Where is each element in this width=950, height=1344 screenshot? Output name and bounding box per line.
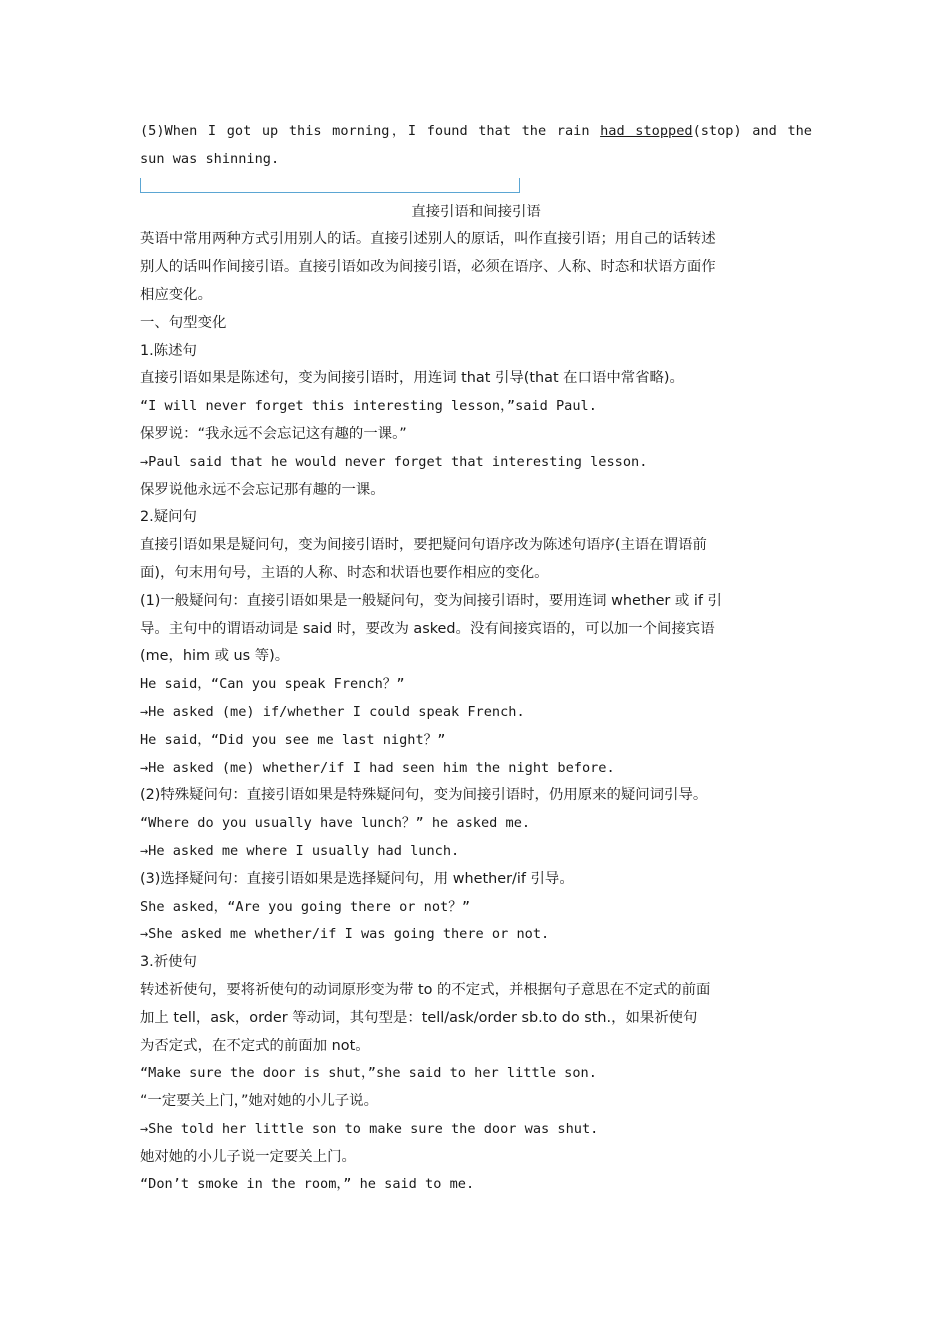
heading-interrogative: 2.疑问句 <box>140 509 197 526</box>
text-line: →He asked me where I usually had lunch. <box>140 842 460 859</box>
intro-line: 相应变化。 <box>140 286 212 303</box>
text-line: 直接引语如果是疑问句，变为间接引语时，要把疑问句语序改为陈述句语序(主语在谓语前 <box>140 537 707 554</box>
text-line: She asked，“Are you going there or not？” <box>140 898 471 915</box>
section-divider-bracket <box>140 178 520 193</box>
heading-imperative: 3.祈使句 <box>140 954 197 971</box>
heading-sentence-changes: 一、句型变化 <box>140 314 227 331</box>
intro-line: 英语中常用两种方式引用别人的话。直接引述别人的原话，叫作直接引语；用自己的话转述 <box>140 231 716 248</box>
declarative-section <box>140 365 812 504</box>
text-line: “Don’t smoke in the room，” he said to me. <box>140 1176 475 1193</box>
text-line: “一定要关上门，”她对她的小儿子说。 <box>140 1093 378 1110</box>
text-line: 为否定式，在不定式的前面加 not。 <box>140 1037 370 1054</box>
exercise-text-after: (stop) and the <box>692 123 812 139</box>
text-line: →She told her little son to make sure the door was shut. <box>140 1120 599 1137</box>
imperative-section <box>140 977 812 1199</box>
text-line: 转述祈使句，要将祈使句的动词原形变为带 to 的不定式，并根据句子意思在不定式的前面 <box>140 981 711 998</box>
exercise-text-before: (5)When I got up this morning，I found that the rain <box>140 123 601 139</box>
exercise-answer: had stopped <box>600 123 693 139</box>
text-line: 加上 tell，ask，order 等动词，其句型是：tell/ask/order sb.to do sth.，如果祈使句 <box>140 1009 698 1026</box>
text-line: (3)选择疑问句：直接引语如果是选择疑问句，用 whether/if 引导。 <box>140 870 574 887</box>
section-title: 直接引语和间接引语 <box>411 203 541 220</box>
text-line: 保罗说：“我永远不会忘记这有趣的一课。” <box>140 425 407 442</box>
intro-paragraph <box>140 226 812 309</box>
heading-declarative: 1.陈述句 <box>140 342 197 359</box>
intro-line: 别人的话叫作间接引语。直接引语如改为间接引语，必须在语序、人称、时态和状语方面作 <box>140 259 716 276</box>
text-line: →She asked me whether/if I was going there or not. <box>140 926 550 943</box>
exercise-line-2: sun was shinning. <box>140 150 280 167</box>
text-line: 保罗说他永远不会忘记那有趣的一课。 <box>140 481 385 498</box>
text-line: 导。主句中的谓语动词是 said 时，要改为 asked。没有间接宾语的，可以加一个间接宾语 <box>140 620 715 637</box>
text-line: (1)一般疑问句：直接引语如果是一般疑问句，变为间接引语时，要用连词 whether 或 if 引 <box>140 592 722 609</box>
text-line: →He asked (me) if/whether I could speak French. <box>140 703 525 720</box>
text-line: 面)，句末用句号，主语的人称、时态和状语也要作相应的变化。 <box>140 564 549 581</box>
text-line: He said，“Did you see me last night？” <box>140 731 446 748</box>
text-line: “Where do you usually have lunch？” he asked me. <box>140 815 531 832</box>
text-line: (2)特殊疑问句：直接引语如果是特殊疑问句，变为间接引语时，仍用原来的疑问词引导。 <box>140 787 708 804</box>
text-line: “Make sure the door is shut，”she said to her little son. <box>140 1065 597 1082</box>
interrogative-section <box>140 532 812 949</box>
text-line: →Paul said that he would never forget that interesting lesson. <box>140 453 648 470</box>
document-page <box>140 118 812 1199</box>
text-line: 直接引语如果是陈述句，变为间接引语时，用连词 that 引导(that 在口语中常省略)。 <box>140 370 684 387</box>
text-line: →He asked (me) whether/if I had seen him the night before. <box>140 759 615 776</box>
text-line: “I will never forget this interesting lesson，”said Paul. <box>140 398 597 415</box>
exercise-line-1 <box>140 118 812 146</box>
text-line: He said，“Can you speak French？” <box>140 676 405 693</box>
text-line: 她对她的小儿子说一定要关上门。 <box>140 1148 356 1165</box>
text-line: (me，him 或 us 等)。 <box>140 648 290 665</box>
